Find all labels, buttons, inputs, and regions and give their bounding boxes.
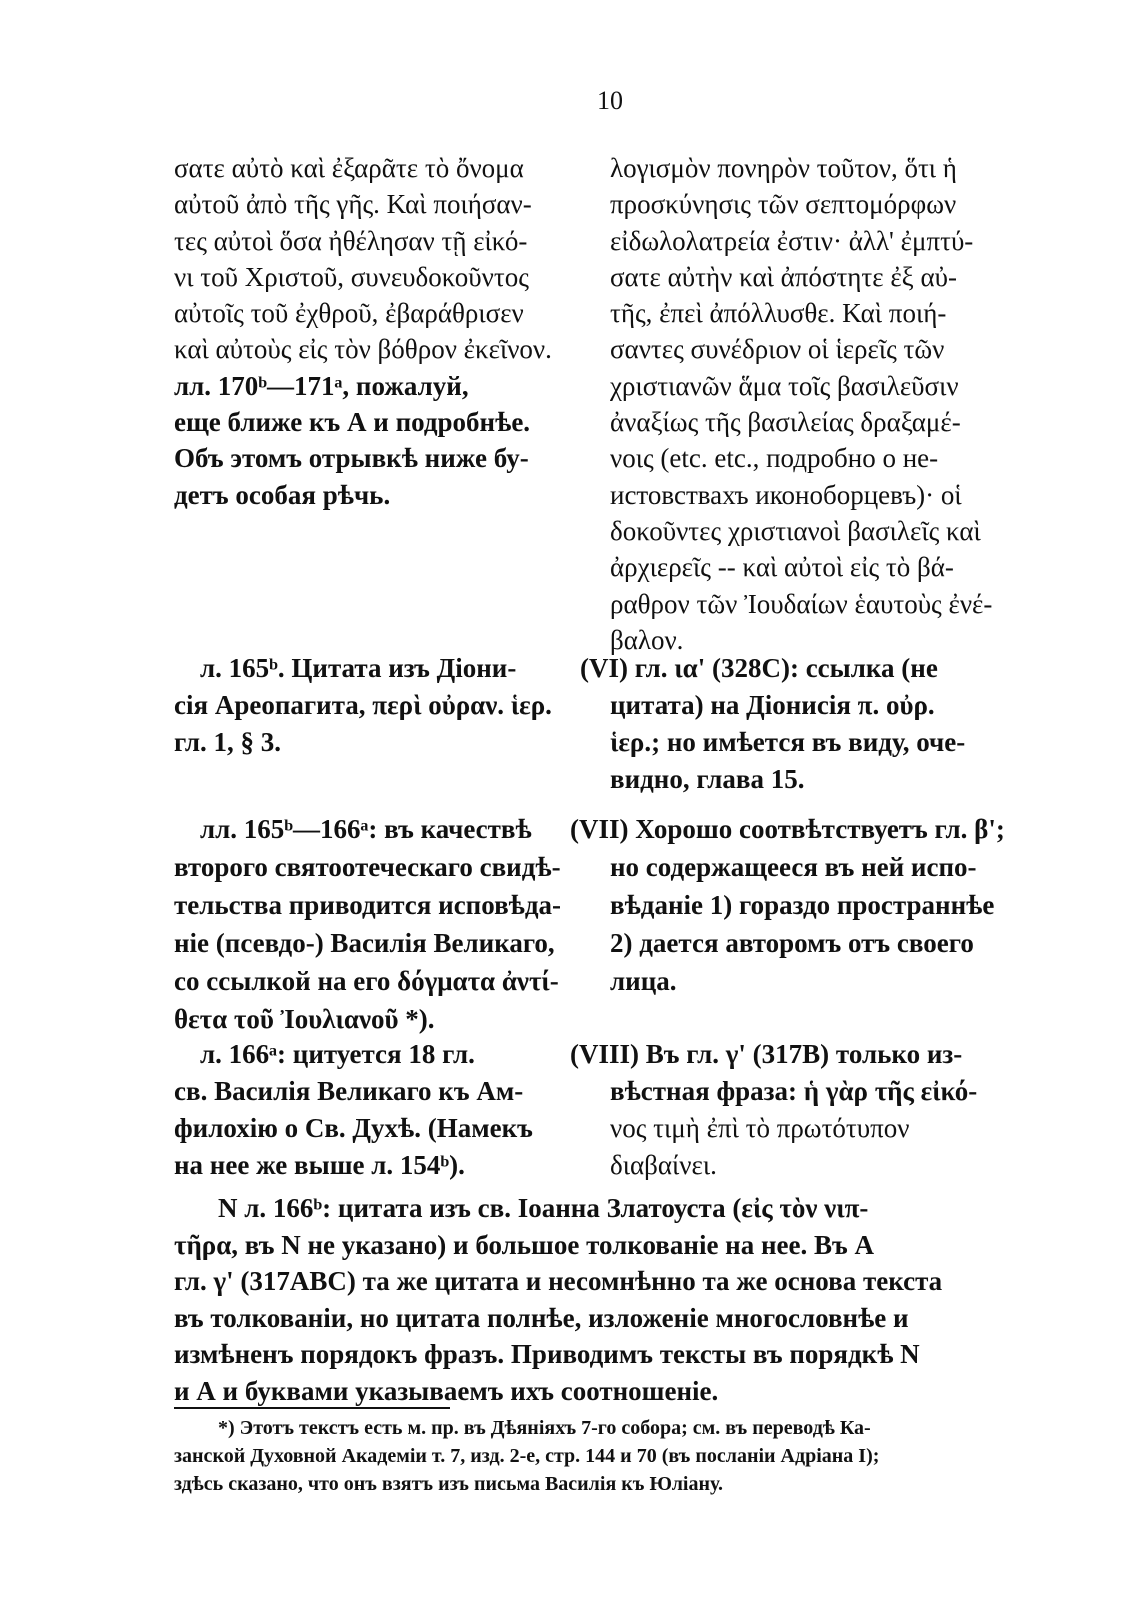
text-line: (VI) гл. ια' (328C): ссылка (не [580,653,938,683]
section-viii-left [174,1036,579,1184]
text-line: προσκύνησις τῶν σεπτομόρφων [610,189,957,220]
text-line: (VII) Хорошо соотвѣтствуетъ гл. β'; [570,814,1005,844]
text-line: второго святоотеческаго свидѣ- [174,852,561,882]
text-line: σατε αὐτὸ καὶ ἐξαρᾶτε τὸ ὄνομα [174,153,524,183]
text-line: σατε αὐτὴν καὶ ἀπόστητε ἐξ αὐ- [610,261,957,292]
text-line: νι τοῦ Χριστοῦ, συνευδοκοῦντος [174,261,529,292]
text-line: истовствахъ иконоборцевъ)· οἱ [610,479,962,510]
text-line: N л. 166ᵇ: цитата изъ св. Іоанна Златоуста (εἰς τὸν νιπ- [218,1193,869,1223]
text-line: ἱερ.; но имѣется въ виду, оче- [610,727,966,757]
section-vii-left [174,810,579,1038]
text-line: вѣданіе 1) гораздо пространнѣе [610,890,995,920]
footnote [174,1414,1030,1498]
text-line: τῆρα, въ N не указано) и большое толкованіе на нее. Въ А [174,1229,875,1260]
text-line: 2) дается авторомъ отъ своего [610,928,974,958]
text-line: ніе (псевдо-) Василія Великаго, [174,928,555,958]
text-line: (VIII) Въ гл. γ' (317B) только из- [570,1039,963,1069]
text-line: χριστιανῶν ἅμα τοῖς βασιλεῦσιν [610,370,959,401]
text-line: л. 165ᵇ. Цитата изъ Діони- [200,653,517,683]
text-line: и А и буквами указываемъ ихъ соотношеніе. [174,1375,719,1406]
text-line: измѣненъ порядокъ фразъ. Приводимъ тексты въ порядкѣ N [174,1339,920,1370]
footnote-line: занской Духовной Академіи т. 7, изд. 2-е, стр. 144 и 70 (въ посланіи Адріана I); [174,1445,880,1467]
text-line: тельства приводится исповѣда- [174,890,562,920]
text-line: καὶ αὐτοὺς εἰς τὸν βόθρον ἐκεῖνον. [174,334,552,365]
text-line: νος τιμὴ ἐπὶ τὸ πρωτότυπον [610,1113,910,1143]
text-line: δοκοῦντες χριστιανοὶ βασιλεῖς καὶ [610,515,981,546]
footnote-line: *) Этотъ текстъ есть м. пр. въ Дѣяніяхъ 7-го собора; см. въ переводѣ Ка- [218,1417,871,1439]
text-line: лл. 165ᵇ—166ᵃ: въ качествѣ [200,814,532,844]
text-line: αὐτοῖς τοῦ ἐχθροῦ, ἐβαράθρισεν [174,298,524,329]
text-line: гл. γ' (317ABC) та же цитата и несомнѣнно та же основа текста [174,1266,943,1297]
text-line: сія Ареопагита, περὶ οὐραν. ἱερ. [174,690,552,720]
text-line: τες αὐτοὶ ὅσα ἠθέλησαν τῇ εἰκό- [174,225,528,256]
text-line: лица. [610,966,677,996]
footnote-line: здѣсь сказано, что онъ взятъ изъ письма Василія къ Юліану. [174,1473,724,1495]
text-line: лл. 170ᵇ—171ᵃ, пожалуй, [174,370,469,401]
page-number: 10 [597,86,623,115]
text-line: εἰδωλολατρεία ἐστιν· ἀλλ' ἐμπτύ- [610,225,974,256]
text-line: еще ближе къ А и подробнѣе. [174,407,531,438]
text-line: Объ этомъ отрывкѣ ниже бу- [174,443,529,474]
text-line: θετα τοῦ Ἰουλιανοῦ *). [174,1004,435,1034]
text-line: λογισμὸν πονηρὸν τοῦτον, ὅτι ἡ [610,153,957,183]
text-line: ἀναξίως τῆς βασιλείας δραξαμέ- [610,407,961,438]
text-line: τῆς, ἐπεὶ ἀπόλλυσθε. Καὶ ποιή- [610,298,947,329]
section-vi-right [580,650,1030,798]
section-n-paragraph [174,1190,1030,1410]
text-line: цитата) на Діонисія π. οὐρ. [610,690,935,720]
text-line: σαντες συνέδριον οἱ ἱερεῖς τῶν [610,334,945,365]
section-viii-right [570,1036,1030,1184]
text-line: на нее же выше л. 154ᵇ). [174,1150,465,1180]
section-vii-right [570,810,1030,1000]
text-line: видно, глава 15. [610,764,805,794]
text-line: διαβαίνει. [610,1150,717,1180]
text-line: βαλον. [610,624,684,655]
footnote-divider [174,1407,450,1409]
text-line: св. Василія Великаго къ Ам- [174,1076,524,1106]
text-line: со ссылкой на его δόγματα ἀντί- [174,966,559,996]
text-line: л. 166ᵃ: цитуется 18 гл. [200,1039,475,1069]
text-line: гл. 1, § 3. [174,727,282,757]
section-vi-left [174,650,579,761]
text-line: ἀρχιερεῖς -- καὶ αὐτοὶ εἰς τὸ βά- [610,552,954,583]
text-line: αὐτοῦ ἀπὸ τῆς γῆς. Καὶ ποιήσαν- [174,189,532,220]
text-line: νοις (etc. etc., подробно о не- [610,443,939,474]
top-right-column [610,150,1030,658]
text-line: въ толкованіи, но цитата полнѣе, изложеніе многословнѣе и [174,1302,909,1333]
text-line: вѣстная фраза: ἡ γὰρ τῆς εἰκό- [610,1076,978,1106]
text-line: детъ особая рѣчь. [174,479,391,510]
text-line: ραθρον τῶν Ἰουδαίων ἑαυτοὺς ἐνέ- [610,588,993,619]
text-line: но содержащееся въ ней испо- [610,852,977,882]
top-left-column [174,150,579,513]
text-line: филохію о Св. Духѣ. (Намекъ [174,1113,533,1143]
